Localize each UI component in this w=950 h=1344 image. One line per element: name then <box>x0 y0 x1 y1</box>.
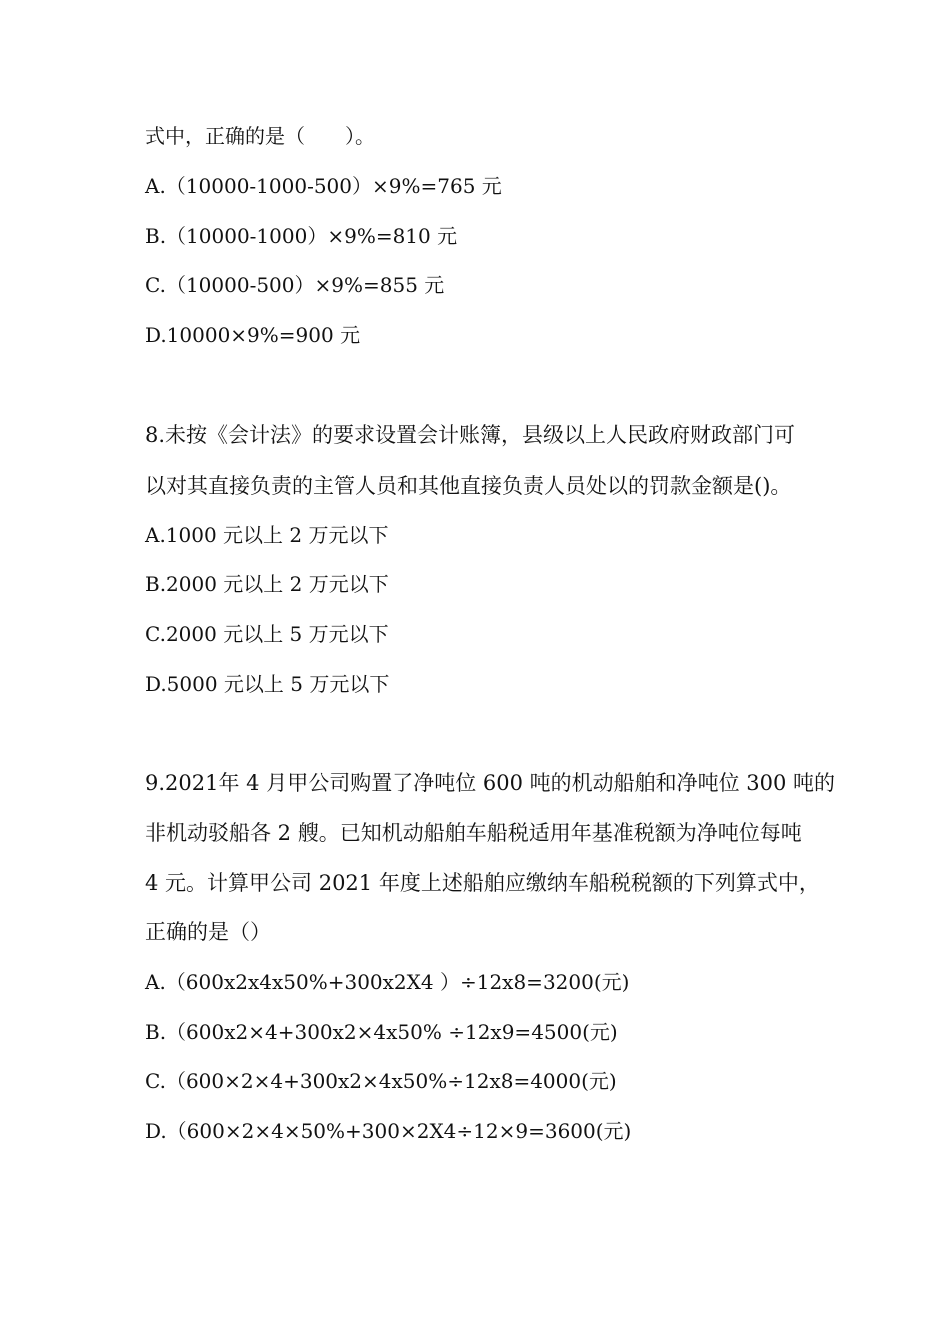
q9-option-b: B.（600x2×4+300x2×4x50% ÷12x9=4500(元) <box>145 1020 618 1044</box>
q8-option-a: A.1000 元以上 2 万元以下 <box>145 523 389 547</box>
q8-question-line-2: 以对其直接负责的主管人员和其他直接负责人员处以的罚款金额是()。 <box>145 474 792 498</box>
q7-option-c: C.（10000-500）×9%=855 元 <box>145 273 445 297</box>
q9-option-a: A.（600x2x4x50%+300x2X4 ）÷12x8=3200(元) <box>145 970 630 994</box>
q7-option-b: B.（10000-1000）×9%=810 元 <box>145 224 458 248</box>
q7-option-a: A.（10000-1000-500）×9%=765 元 <box>145 174 502 198</box>
q9-question-line-1: 9.2021年 4 月甲公司购置了净吨位 600 吨的机动船舶和净吨位 300 吨的 <box>145 771 836 795</box>
q8-question-line-1: 8.未按《会计法》的要求设置会计账簿，县级以上人民政府财政部门可 <box>145 423 796 447</box>
q9-question-line-3: 4 元。计算甲公司 2021 年度上述船舶应缴纳车船税税额的下列算式中， <box>145 871 820 895</box>
q9-question-line-2: 非机动驳船各 2 艘。已知机动船舶车船税适用年基准税额为净吨位每吨 <box>145 821 802 845</box>
q8-option-c: C.2000 元以上 5 万元以下 <box>145 622 389 646</box>
q8-option-b: B.2000 元以上 2 万元以下 <box>145 572 389 596</box>
q8-option-d: D.5000 元以上 5 万元以下 <box>145 672 390 696</box>
q7-question-tail: 式中，正确的是（ ）。 <box>145 124 375 148</box>
q7-option-d: D.10000×9%=900 元 <box>145 323 361 347</box>
q9-question-line-4: 正确的是（） <box>145 920 271 944</box>
q9-option-c: C.（600×2×4+300x2×4x50%÷12x8=4000(元) <box>145 1069 617 1093</box>
q9-option-d: D.（600×2×4×50%+300×2X4÷12×9=3600(元) <box>145 1119 632 1143</box>
